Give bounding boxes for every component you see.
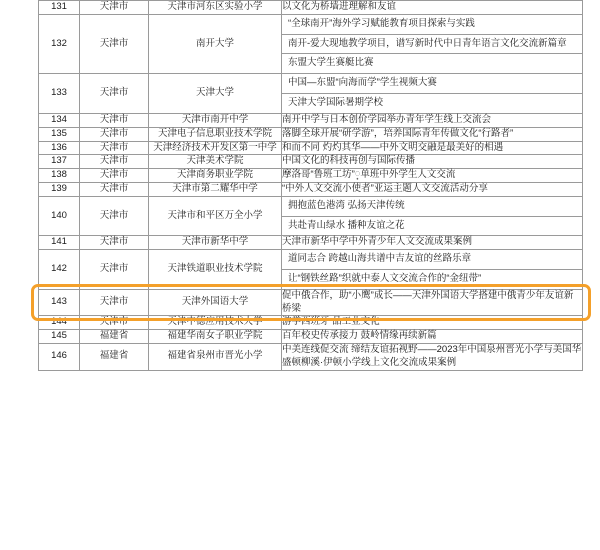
- project-sublist: [282, 197, 582, 236]
- row-number: 146: [39, 344, 80, 371]
- table-row: [39, 344, 583, 371]
- table-row: [39, 1, 583, 15]
- row-number: 135: [39, 127, 80, 141]
- row-province: 天津市: [80, 155, 149, 169]
- project-item: 让“钢铁丝路”织就中泰人文交流合作的“金纽带”: [288, 273, 482, 284]
- row-organization: 南开大学: [149, 14, 282, 73]
- row-province: 天津市: [80, 74, 149, 114]
- row-province: 天津市: [80, 182, 149, 196]
- row-project-list: [282, 250, 583, 290]
- row-province: 天津市: [80, 289, 149, 316]
- row-province: 天津市: [80, 250, 149, 290]
- row-project: 游学西班牙 品工业文化: [282, 316, 583, 330]
- project-item: “全球南开”海外学习赋能教育项目探索与实践: [282, 15, 582, 35]
- row-project: 摩洛哥“鲁班工坊”្单班中外学生人文交流: [282, 169, 583, 183]
- row-province: 福建省: [80, 330, 149, 344]
- row-province: 天津市: [80, 169, 149, 183]
- table-row: [39, 113, 583, 127]
- row-province: 天津市: [80, 1, 149, 15]
- row-number: 141: [39, 236, 80, 250]
- row-number: 143: [39, 289, 80, 316]
- row-number: 131: [39, 1, 80, 15]
- project-item: 道同志合 跨越山海共谱中吉友谊的丝路乐章: [282, 250, 582, 270]
- project-sublist: [282, 74, 582, 113]
- row-number: 144: [39, 316, 80, 330]
- row-organization: 福建华南女子职业学院: [149, 330, 282, 344]
- row-organization: 天津市河东区实验小学: [149, 1, 282, 15]
- project-item: 共赴青山绿水 播种友谊之花: [288, 219, 405, 231]
- row-organization: 天津经济技术开发区第一中学: [149, 141, 282, 155]
- row-project-list: [282, 74, 583, 114]
- row-organization: 天津美术学院: [149, 155, 282, 169]
- row-number: 136: [39, 141, 80, 155]
- row-province: 天津市: [80, 127, 149, 141]
- row-organization: 天津市新华中学: [149, 236, 282, 250]
- row-project: 中国文化的科技再创与国际传播: [282, 155, 583, 169]
- table-row: [39, 155, 583, 169]
- row-province: 天津市: [80, 236, 149, 250]
- project-item: 南开-爱大现地教学项目，谱写新时代中日青年语言文化交流新篇章: [282, 35, 582, 55]
- project-sublist: [282, 250, 582, 289]
- row-number: 132: [39, 14, 80, 73]
- row-project: 促中俄合作，助“小鹰”成长——天津外国语大学搭建中俄青少年友谊新桥梁: [282, 289, 583, 316]
- table-row: [39, 141, 583, 155]
- row-organization: 天津电子信息职业技术学院: [149, 127, 282, 141]
- page-bottom-edge: [0, 544, 600, 550]
- row-province: 福建省: [80, 344, 149, 371]
- row-project-list: [282, 196, 583, 236]
- row-organization: 天津大学: [149, 74, 282, 114]
- row-project-list: [282, 14, 583, 73]
- project-item: 中国—东盟“向海而学”学生视频大赛: [282, 74, 582, 94]
- row-province: 天津市: [80, 316, 149, 330]
- table-body: [39, 1, 583, 371]
- project-item: 天津大学国际暑期学校: [288, 97, 384, 109]
- row-project: 中美连线促交流 缔结友谊拓视野——2023年中国泉州晋光小学与美国华盛顿柳溪·伊顿小学线上文化交流成果案例: [282, 344, 583, 371]
- table-row-highlighted: [39, 289, 583, 316]
- project-sublist: [282, 15, 582, 73]
- table-row: [39, 127, 583, 141]
- table-row: [39, 236, 583, 250]
- table-row: [39, 14, 583, 73]
- row-organization: 天津商务职业学院: [149, 169, 282, 183]
- row-province: 天津市: [80, 141, 149, 155]
- row-project: 百年校史传承接力 鼓岭情缘再续新篇: [282, 330, 583, 344]
- row-province: 天津市: [80, 113, 149, 127]
- project-item: 东盟大学生赛艇比赛: [288, 57, 374, 69]
- row-project: “中外人文交流小使者”亚运主题人文交流活动分享: [282, 182, 583, 196]
- row-project: 天津市新华中学中外青少年人文交流成果案例: [282, 236, 583, 250]
- row-organization: 天津市南开中学: [149, 113, 282, 127]
- row-organization: 福建省泉州市晋光小学: [149, 344, 282, 371]
- row-number: 134: [39, 113, 80, 127]
- row-project: 和而不同 灼灼其华——中外文明交融是最美好的相遇: [282, 141, 583, 155]
- row-number: 139: [39, 182, 80, 196]
- row-project: 以文化为桥墙进理解和友谊: [282, 1, 583, 15]
- row-province: 天津市: [80, 14, 149, 73]
- table-row: [39, 182, 583, 196]
- row-number: 142: [39, 250, 80, 290]
- table-row: [39, 196, 583, 236]
- table-row: [39, 330, 583, 344]
- row-number: 140: [39, 196, 80, 236]
- table-row: [39, 316, 583, 330]
- row-organization: 天津市第二耀华中学: [149, 182, 282, 196]
- project-item: 拥抱蓝色港湾 弘扬天津传统: [282, 197, 582, 217]
- row-number: 137: [39, 155, 80, 169]
- row-project: 落脚全球开展“研学游”，培养国际青年传做文化“行路者”: [282, 127, 583, 141]
- row-organization: 天津中德应用技术大学: [149, 316, 282, 330]
- row-organization: 天津市和平区万全小学: [149, 196, 282, 236]
- projects-table: [38, 0, 583, 371]
- row-province: 天津市: [80, 196, 149, 236]
- table-row: [39, 250, 583, 290]
- table-row: [39, 74, 583, 114]
- row-organization: 天津外国语大学: [149, 289, 282, 316]
- row-number: 138: [39, 169, 80, 183]
- table-row: [39, 169, 583, 183]
- row-number: 145: [39, 330, 80, 344]
- row-organization: 天津铁道职业技术学院: [149, 250, 282, 290]
- row-number: 133: [39, 74, 80, 114]
- row-project: 南开中学与日本创价学园举办青年学生线上交流会: [282, 113, 583, 127]
